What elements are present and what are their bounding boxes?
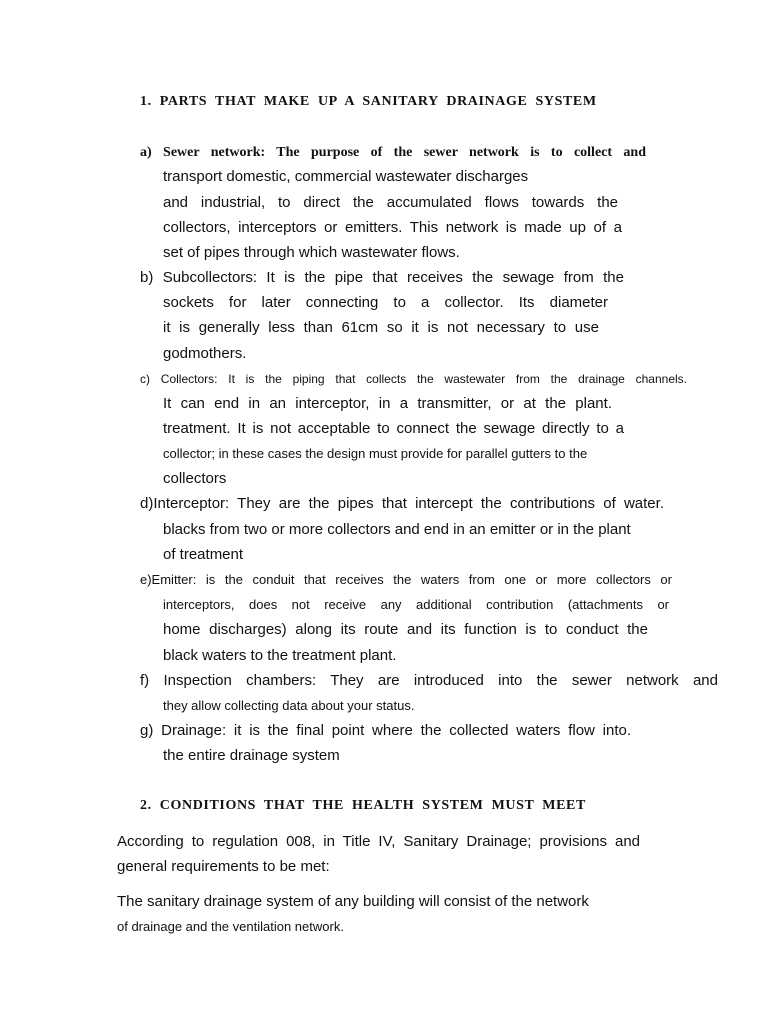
item-c-line-5: collectors: [163, 470, 227, 487]
item-b-line-2: sockets for later connecting to a collector. Its diameter: [163, 294, 608, 311]
item-e-line-2: interceptors, does not receive any additional contribution (attachments or: [163, 597, 669, 612]
item-c-line-2: It can end in an interceptor, in a transmitter, or at the plant.: [163, 395, 612, 412]
item-a-line-4: collectors, interceptors or emitters. This network is made up of a: [163, 219, 622, 236]
item-c-line-4: collector; in these cases the design must provide for parallel gutters to the: [163, 446, 588, 461]
item-f-line-1: f) Inspection chambers: They are introduced into the sewer network and: [140, 672, 718, 689]
section-2-para-1-line-2: general requirements to be met:: [117, 858, 330, 875]
item-a-line-3: and industrial, to direct the accumulated flows towards the: [163, 194, 618, 211]
section-2-para-2-line-1: The sanitary drainage system of any building will consist of the network: [117, 893, 589, 910]
section-1-heading: 1. PARTS THAT MAKE UP A SANITARY DRAINAGE SYSTEM: [140, 94, 597, 109]
item-a-line-2: transport domestic, commercial wastewater discharges: [163, 168, 529, 185]
item-d-line-1: d)Interceptor: They are the pipes that intercept the contributions of water.: [140, 495, 664, 512]
item-a-line-1: a) Sewer network: The purpose of the sewer network is to collect and: [140, 145, 646, 160]
item-d-line-2: blacks from two or more collectors and end in an emitter or in the plant: [163, 521, 631, 538]
item-c-line-3: treatment. It is not acceptable to connect the sewage directly to a: [163, 420, 624, 437]
item-g-line-2: the entire drainage system: [163, 747, 340, 764]
item-d-line-3: of treatment: [163, 546, 244, 563]
section-2-para-2-line-2: of drainage and the ventilation network.: [117, 919, 344, 934]
section-2-para-1-line-1: According to regulation 008, in Title IV, Sanitary Drainage; provisions and: [117, 833, 640, 850]
item-f-line-2: they allow collecting data about your status.: [163, 698, 415, 713]
item-g-line-1: g) Drainage: it is the final point where the collected waters flow into.: [140, 722, 631, 739]
item-e-line-4: black waters to the treatment plant.: [163, 647, 397, 664]
item-b-line-3: it is generally less than 61cm so it is not necessary to use: [163, 319, 599, 336]
item-a-line-5: set of pipes through which wastewater flows.: [163, 244, 460, 261]
item-b-line-1: b) Subcollectors: It is the pipe that receives the sewage from the: [140, 269, 624, 286]
item-e-line-3: home discharges) along its route and its function is to conduct the: [163, 621, 648, 638]
item-b-line-4: godmothers.: [163, 345, 247, 362]
section-2-heading: 2. CONDITIONS THAT THE HEALTH SYSTEM MUST MEET: [140, 798, 586, 813]
item-c-line-1: c) Collectors: It is the piping that collects the wastewater from the drainage channels.: [140, 372, 687, 386]
item-e-line-1: e)Emitter: is the conduit that receives the waters from one or more collectors or: [140, 572, 672, 587]
